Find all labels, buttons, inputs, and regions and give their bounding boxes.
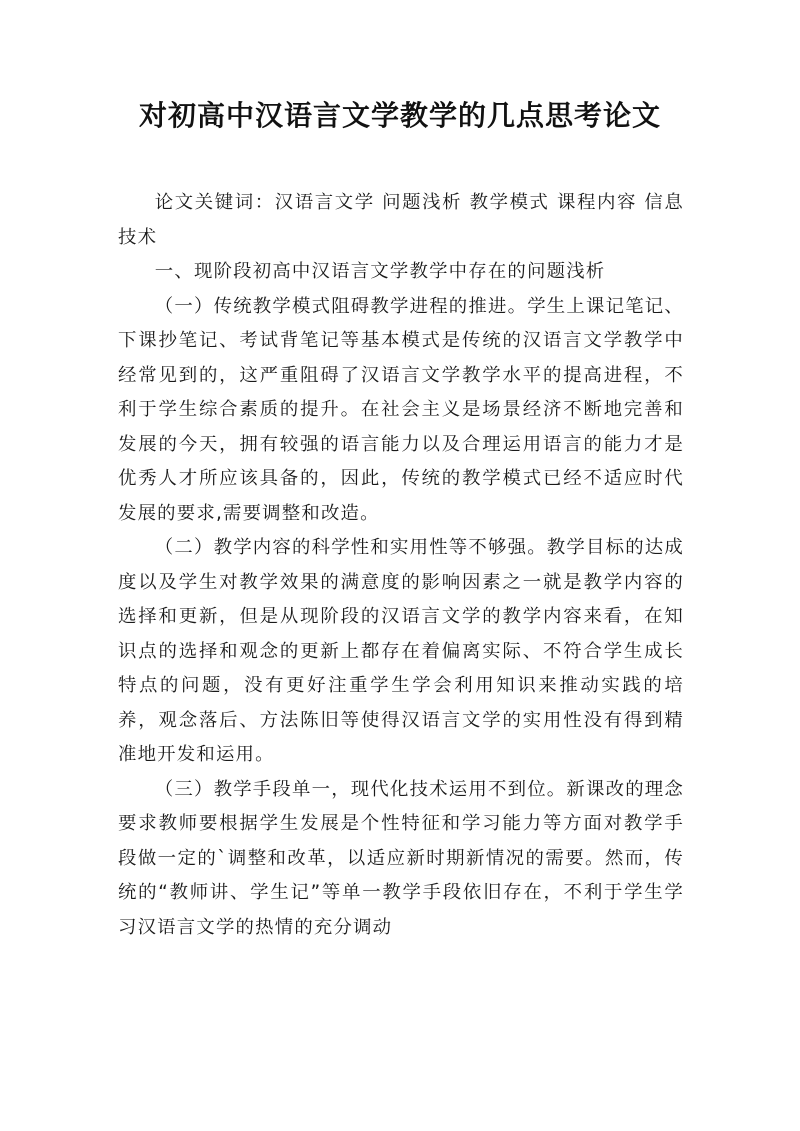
keywords-paragraph: 论文关键词：汉语言文学 问题浅析 教学模式 课程内容 信息技术 xyxy=(118,192,684,248)
document-title: 对初高中汉语言文学教学的几点思考论文 xyxy=(138,99,661,132)
body-paragraph-2: （二）教学内容的科学性和实用性等不够强。教学目标的达成度以及学生对教学效果的满意度的影响因素之一就是教学内容的选择和更新，但是从现阶段的汉语言文学的教学内容来看，在知识点的选择和观念的更新上都存在着偏离实际、不符合学生成长特点的问题，没有更好注重学生学会利用知识来推动实践的培养，观念落后、方法陈旧等使得汉语言文学的实用性没有得到精准地开发和运用。 xyxy=(118,537,684,765)
body-paragraph-3: （三）教学手段单一，现代化技术运用不到位。新课改的理念要求教师要根据学生发展是个性特征和学习能力等方面对教学手段做一定的`调整和改革，以适应新时期新情况的需要。然而，传统的“教师讲、学生记”等单一教学手段依旧存在，不利于学生学习汉语言文学的热情的充分调动 xyxy=(118,778,684,938)
document-body xyxy=(118,186,684,945)
body-paragraph-1: （一）传统教学模式阻碍教学进程的推进。学生上课记笔记、下课抄笔记、考试背笔记等基本模式是传统的汉语言文学教学中经常见到的，这严重阻碍了汉语言文学教学水平的提高进程，不利于学生综合素质的提升。在社会主义是场景经济不断地完善和发展的今天，拥有较强的语言能力以及合理运用语言的能力才是优秀人才所应该具备的，因此，传统的教学模式已经不适应时代发展的要求,需要调整和改造。 xyxy=(118,295,684,524)
section-heading: 一、现阶段初高中汉语言文学教学中存在的问题浅析 xyxy=(154,261,606,282)
